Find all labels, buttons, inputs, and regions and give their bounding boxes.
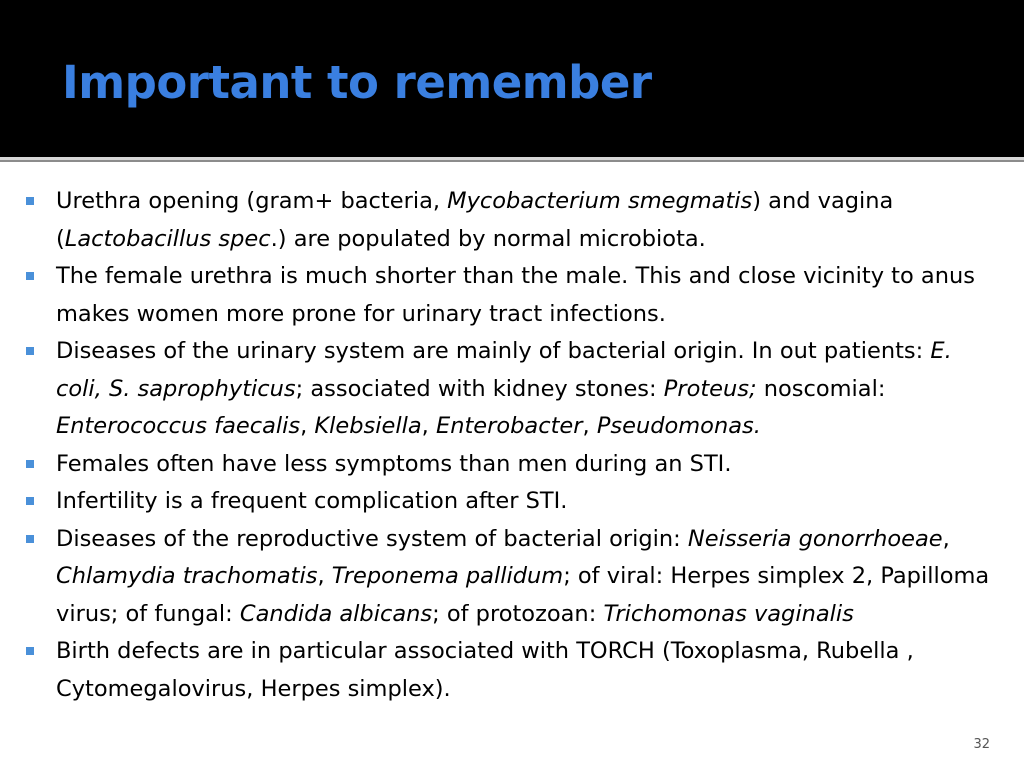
bullet-item [24,521,1002,634]
square-bullet-icon [26,535,34,543]
text-segment: ) and vagina ( [56,188,894,252]
text-segment: Females often have less symptoms than men during an STI. [56,450,732,477]
italic-text-segment: Trichomonas vaginalis [603,600,854,627]
text-segment: The female urethra is much shorter than the male. This and close vicinity to anus makes women more prone for urinary tract infections. [56,263,975,327]
text-segment: Urethra opening (gram+ bacteria, [56,188,448,214]
bullet-item [24,483,1002,521]
square-bullet-icon [26,347,34,355]
text-segment: , [317,563,332,589]
bullet-text [56,258,1002,333]
bullet-text [56,483,1002,521]
bullet-item [24,446,1002,484]
page-number: 32 [973,737,990,752]
text-segment: Diseases of the urinary system are mainly of bacterial origin. In out patients: [56,338,931,364]
bullet-item [24,183,1002,258]
square-bullet-icon [26,272,34,280]
italic-text-segment: Mycobacterium smegmatis [447,188,753,214]
text-segment: Birth defects are in particular associated with TORCH (Toxoplasma, Rubella , Cytomegalovirus, Herpes simplex). [56,638,914,702]
italic-text-segment: Treponema pallidum [331,563,564,589]
text-segment: ; of protozoan: [432,600,604,627]
title-bar [0,0,1024,157]
italic-text-segment: E. coli, S. saprophyticus [56,338,952,402]
bullet-list [24,183,1002,708]
text-segment: , [300,413,315,439]
italic-text-segment: Lactobacillus spec [64,225,271,252]
bullet-text [56,446,1002,484]
header-divider-dark [0,160,1024,162]
bullet-item [24,633,1002,708]
text-segment: , [421,413,436,439]
square-bullet-icon [26,197,34,205]
italic-text-segment: Chlamydia trachomatis [56,563,318,589]
text-segment: ; of viral: Herpes simplex 2, Papilloma virus; of fungal: [56,563,990,627]
slide-title: Important to remember [62,56,652,109]
text-segment: .) are populated by normal microbiota. [270,225,706,252]
italic-text-segment: Neisseria gonorrhoeae [687,525,943,552]
text-segment: , [942,525,950,552]
square-bullet-icon [26,647,34,655]
text-segment: ; associated with kidney stones: [295,375,664,402]
bullet-text [56,633,1002,708]
bullet-item [24,333,1002,446]
bullet-item [24,258,1002,333]
italic-text-segment: Enterobacter [435,413,583,439]
square-bullet-icon [26,497,34,505]
bullet-text [56,183,1002,258]
text-segment: noscomial: [756,375,886,402]
italic-text-segment: Candida albicans [239,600,433,627]
italic-text-segment: Proteus; [663,375,757,402]
italic-text-segment: Klebsiella [314,413,422,439]
italic-text-segment: Enterococcus faecalis [56,413,301,439]
square-bullet-icon [26,460,34,468]
bullet-text [56,521,1002,634]
text-segment: Diseases of the reproductive system of bacterial origin: [56,525,688,552]
text-segment: Infertility is a frequent complication after STI. [56,488,568,514]
bullet-text [56,333,1002,446]
italic-text-segment: Pseudomonas. [596,413,761,439]
text-segment: , [582,413,597,439]
